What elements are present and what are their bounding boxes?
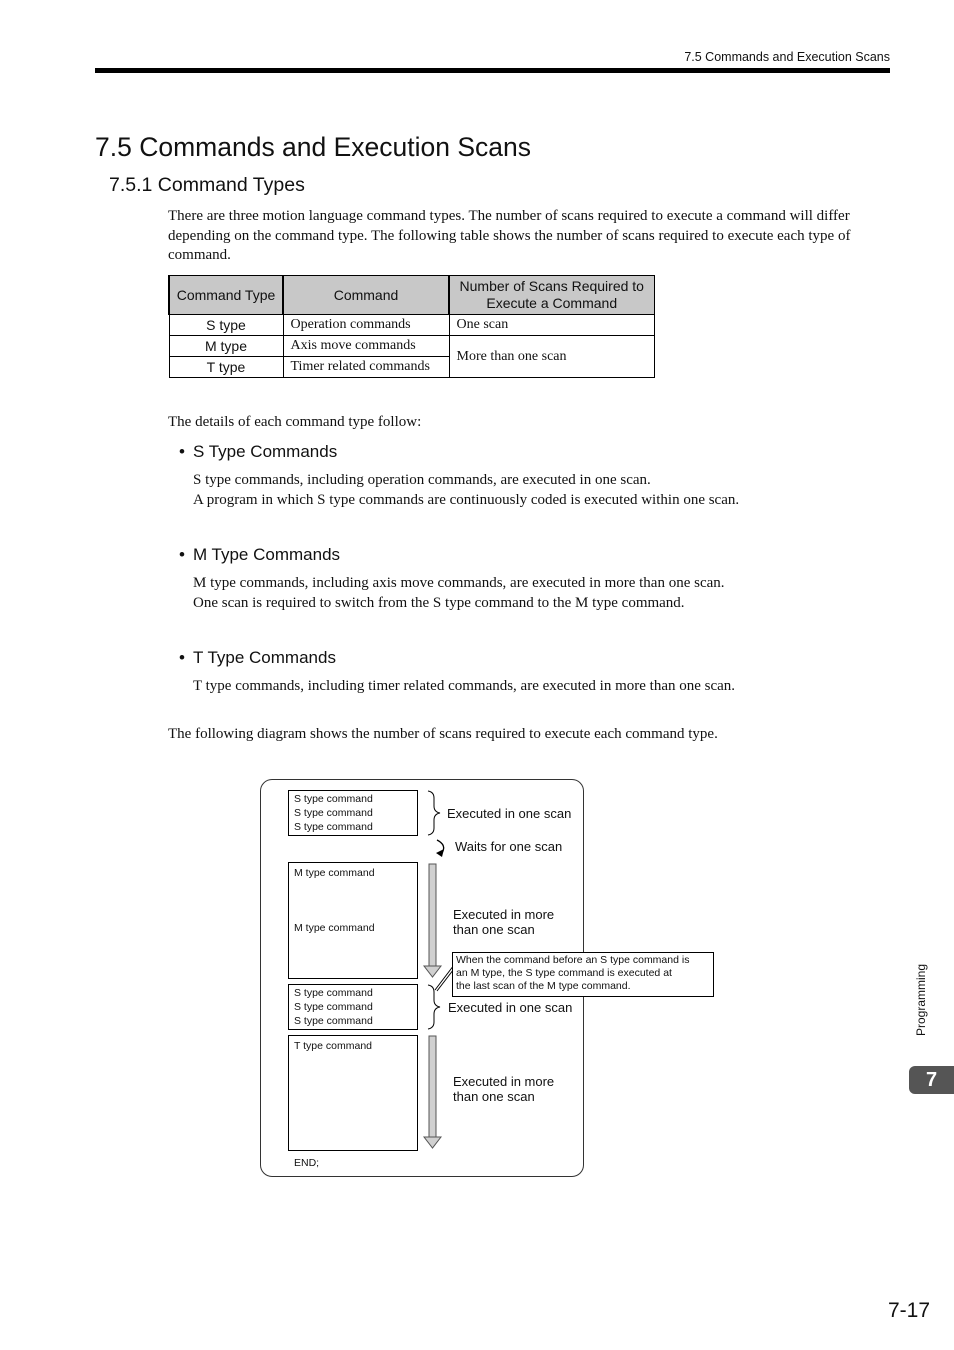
running-header: 7.5 Commands and Execution Scans [684, 50, 890, 64]
callout-note [452, 952, 714, 997]
label-line: than one scan [453, 922, 535, 937]
text-line: M type commands, including axis move commands, are executed in more than one scan. [193, 575, 725, 591]
side-tab-text: Programming [914, 963, 928, 1037]
command-line: S type command [294, 1015, 373, 1027]
label-executed-more [453, 1074, 554, 1104]
down-arrow-icon [424, 864, 441, 977]
diagram-intro: The following diagram shows the number of scans required to execute each command type. [168, 726, 718, 742]
subsection-title: 7.5.1 Command Types [109, 174, 305, 196]
details-intro: The details of each command type follow: [168, 414, 422, 430]
text-line: One scan is required to switch from the S type command to the M type command. [193, 594, 685, 611]
command-line: S type command [294, 793, 373, 805]
table-cell: One scan [449, 315, 654, 336]
command-line: S type command [294, 987, 373, 999]
command-line: M type command [294, 922, 375, 934]
page-number: 7-17 [887, 1299, 930, 1322]
table-cell: Timer related commands [283, 357, 449, 378]
label-waits-one-scan: Waits for one scan [455, 839, 563, 854]
table-header: Number of Scans Required to Execute a Command [449, 276, 654, 315]
text-line: T type commands, including timer related commands, are executed in more than one scan. [193, 678, 736, 694]
table-cell: T type [169, 357, 283, 378]
table-cell: S type [169, 315, 283, 336]
label-executed-one-scan: Executed in one scan [448, 1000, 573, 1015]
label-executed-more [453, 907, 554, 937]
table-cell: More than one scan [449, 336, 654, 378]
intro-paragraph: There are three motion language command types. The number of scans required to execute a command will differ depending on the command type. The following table shows the number of scans required to execute each type of command. [168, 208, 851, 263]
bullet-t-type: • T Type Commands [179, 648, 336, 667]
command-line: S type command [294, 821, 373, 833]
command-line: M type command [294, 867, 375, 879]
label-line: Executed in more [453, 907, 555, 922]
brace-icon [428, 985, 440, 1029]
section-title: 7.5 Commands and Execution Scans [95, 132, 532, 162]
table-cell: M type [169, 336, 283, 357]
label-line: Executed in more [453, 1074, 555, 1089]
command-line: S type command [294, 1001, 373, 1013]
bullet-title: M Type Commands [192, 545, 341, 564]
side-tab-label [912, 955, 930, 1045]
label-executed-one-scan: Executed in one scan [447, 806, 572, 821]
text-line: S type commands, including operation commands, are executed in one scan. [193, 472, 651, 488]
bullet-m-type: • M Type Commands [179, 545, 341, 564]
table-cell: Axis move commands [283, 336, 449, 357]
command-line: S type command [294, 807, 373, 819]
bullet-title: T Type Commands [192, 648, 336, 667]
bullet-title: S Type Commands [192, 442, 338, 461]
label-line: than one scan [453, 1089, 535, 1104]
table-cell: Operation commands [283, 315, 449, 336]
brace-icon [428, 791, 440, 835]
callout-line: the last scan of the M type command. [456, 980, 631, 992]
chapter-tab: 7 [909, 1066, 954, 1094]
table-header: Command Type [169, 276, 283, 315]
down-arrow-icon [424, 1036, 441, 1148]
end-statement: END; [294, 1157, 320, 1169]
text-line: A program in which S type commands are continuously coded is executed within one scan. [193, 491, 740, 508]
command-line: T type command [294, 1040, 373, 1052]
callout-line: an M type, the S type command is executed at [456, 967, 672, 979]
wait-arrow-head-icon [436, 849, 444, 857]
bullet-s-type: • S Type Commands [179, 442, 338, 461]
callout-line: When the command before an S type command is [456, 954, 690, 966]
table-header: Command [283, 276, 449, 315]
